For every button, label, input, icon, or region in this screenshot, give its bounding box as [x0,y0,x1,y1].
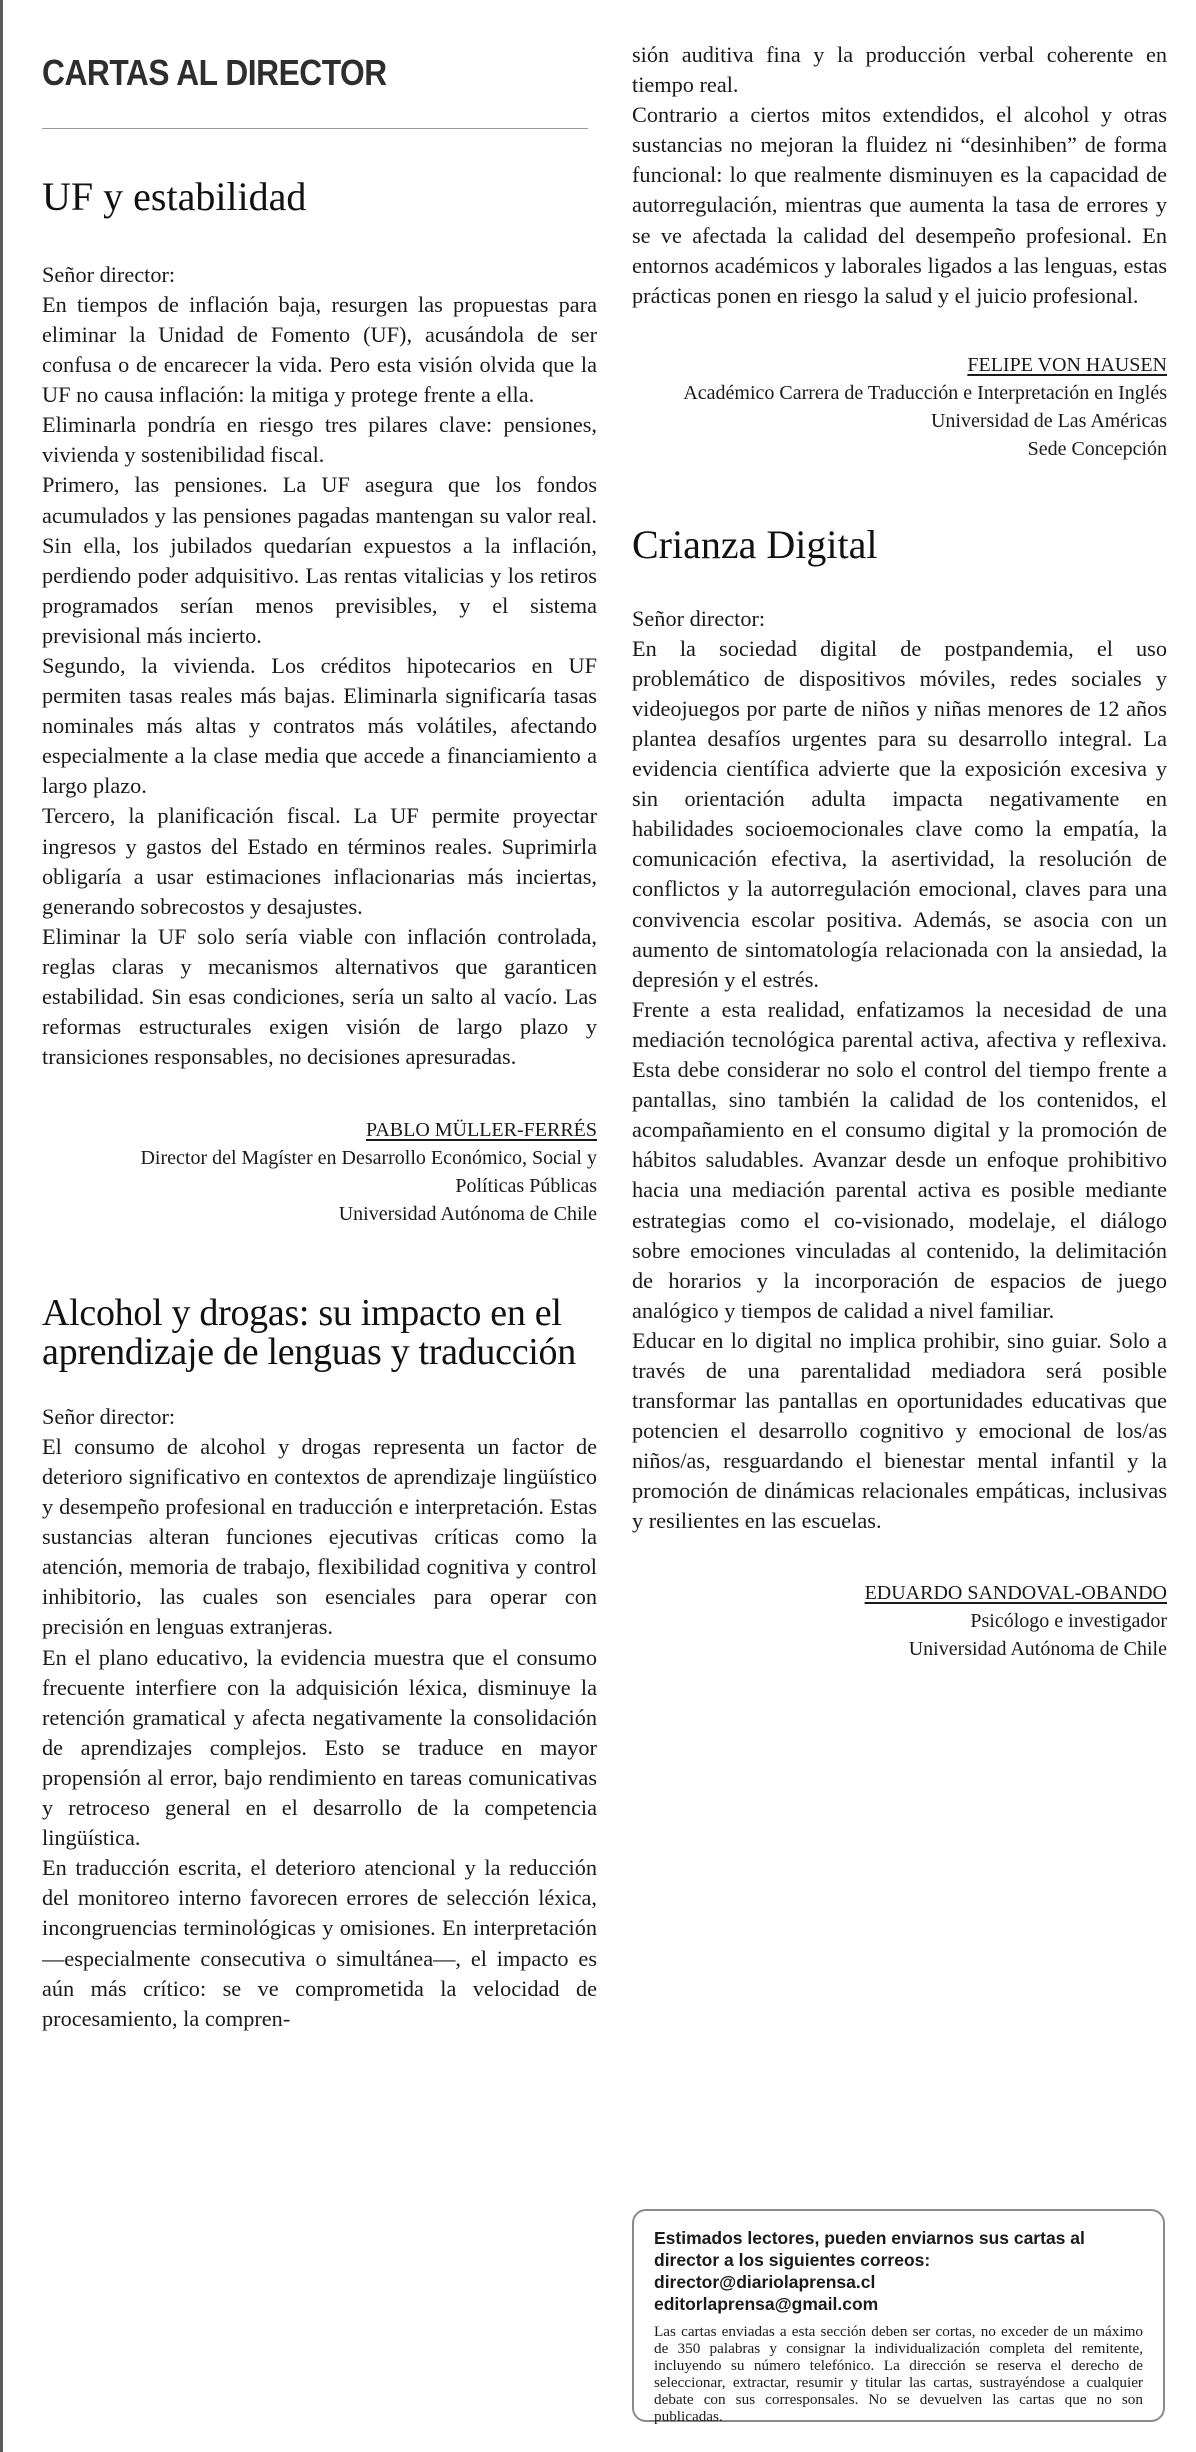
author-affiliation: Sede Concepción [1027,437,1167,460]
signature [42,1116,597,1228]
author-name: PABLO MÜLLER-FERRÉS [366,1119,597,1142]
notice-email[interactable]: editorlaprensa@gmail.com [654,2294,879,2314]
notice-heading: Estimados lectores, pueden enviarnos sus cartas al director a los siguientes correos: [654,2228,1085,2270]
letter-title: Crianza Digital [632,521,878,567]
section-divider [42,128,588,129]
notice-text: Las cartas enviadas a esta sección deben ser cortas, no exceder de un máximo de 350 palabras y consignar la individualización completa del remitente, incluyendo su número telefónico. La dirección se reserva el derecho de seleccionar, extractar, resumir y titular las cartas, sustrayéndose a cualquier debate con sus corresponsales. No se devuelven las cartas que no son publicadas. [654,2323,1143,2425]
paragraph: sión auditiva fina y la producción verbal coherente en tiempo real. [632,42,1167,98]
submission-notice-box [632,2209,1165,2425]
paragraph: Educar en lo digital no implica prohibir, sino guiar. Solo a través de una parentalidad mediadora será posible transformar las pantallas en oportunidades educativas que potencien el desarrollo cognitivo y emocional de los/as niños/as, resguardando el bienestar mental infantil y la promoción de dinámicas relacionales empáticas, inclusivas y resilientes en las escuelas. [632,1327,1167,1534]
author-affiliation: Políticas Públicas [455,1175,597,1198]
column-edge-rule [0,0,3,2452]
paragraph: En la sociedad digital de postpandemia, el uso problemático de dispositivos móviles, redes sociales y videojuegos por parte de niños y niñas menores de 12 años plantea desafíos urgentes para su desarrollo integral. La evidencia científica advierte que la exposición excesiva y sin orientación adulta impacta negativamente en habilidades socioemocionales clave como la empatía, la comunicación efectiva, la asertividad, la resolución de conflictos y la autorregulación emocional, claves para una convivencia escolar positiva. Además, se asocia con un aumento de sintomatología relacionada con la ansiedad, la depresión y el estrés. [632,635,1167,992]
section-title: CARTAS AL DIRECTOR [42,52,387,93]
paragraph: Frente a esta realidad, enfatizamos la necesidad de una mediación tecnológica parental activa, afectiva y reflexiva. Esta debe considerar no solo el control del tiempo frente a pantallas, sino también la calidad de los contenidos, el acompañamiento en el consumo digital y la promoción de hábitos saludables. Avanzar desde un enfoque prohibitivo hacia una mediación parental activa es posible mediante estrategias como el co-visionado, modelaje, el diálogo sobre emociones vinculadas al contenido, la delimitación de horarios y la incorporación de espacios de juego analógico y tiempos de calidad a nivel familiar. [632,996,1167,1323]
salutation: Señor director: [632,605,766,631]
paragraph: Segundo, la vivienda. Los créditos hipotecarios en UF permiten tasas reales más bajas. Eliminarla significaría tasas nominales más altas y contratos más volátiles, afectando especialmente a la clase media que accede a financiamiento a largo plazo. [42,653,597,799]
letter-body [632,604,1167,1537]
letter-uf [42,174,597,1228]
paragraph: En el plano educativo, la evidencia muestra que el consumo frecuente interfiere con la adquisición léxica, disminuye la retención gramatical y afecta negativamente la consolidación de aprendizajes complejos. Esto se traduce en mayor propensión al error, bajo rendimiento en tareas comunicativas y retroceso general en el desarrollo de la competencia lingüística. [42,1644,597,1851]
letter-body-continued [632,40,1167,311]
signature [632,351,1167,463]
letter-body [42,1402,597,2034]
paragraph: Contrario a ciertos mitos extendidos, el alcohol y otras sustancias no mejoran la fluidez ni “desinhiben” de forma funcional: lo que realmente disminuyen es la capacidad de autorregulación, mientras que aumenta la tasa de errores y se ve afectada la calidad del desempeño profesional. En entornos académicos y laborales ligados a las lenguas, estas prácticas ponen en riesgo la salud y el juicio profesional. [632,102,1167,308]
author-name: EDUARDO SANDOVAL-OBANDO [864,1581,1167,1604]
signature [632,1579,1167,1663]
right-column [632,0,1167,1663]
letter-crianza [632,521,1167,1663]
letter-body [42,260,597,1073]
author-name: FELIPE VON HAUSEN [967,353,1167,376]
author-affiliation: Psicólogo e investigador [970,1609,1167,1632]
salutation: Señor director: [42,1403,176,1429]
letter-title: Alcohol y drogas: su impacto en el aprendizaje de lenguas y traducción [42,1292,576,1374]
author-affiliation: Universidad Autónoma de Chile [908,1637,1167,1660]
author-affiliation: Académico Carrera de Traducción e Interpretación en Inglés [683,381,1167,404]
letter-alcohol [42,1294,597,2033]
paragraph: El consumo de alcohol y drogas representa un factor de deterioro significativo en contextos de aprendizaje lingüístico y desempeño profesional en traducción e interpretación. Estas sustancias alteran funciones ejecutivas críticas como la atención, memoria de trabajo, flexibilidad cognitiva y control inhibitorio, las cuales son esenciales para operar con precisión en lenguas extranjeras. [42,1433,597,1640]
paragraph: Tercero, la planificación fiscal. La UF permite proyectar ingresos y gastos del Estado en términos reales. Suprimirla obligaría a usar estimaciones inflacionarias más inciertas, generando sobrecostos y desajustes. [42,803,597,919]
author-affiliation: Universidad de Las Américas [930,409,1167,432]
paragraph: En traducción escrita, el deterioro atencional y la reducción del monitoreo interno favorecen errores de selección léxica, incongruencias terminológicas y omisiones. En interpretación —especialmente consecutiva o simultánea—, el impacto es aún más crítico: se ve comprometida la velocidad de procesamiento, la compren- [42,1855,597,2031]
paragraph: Eliminarla pondría en riesgo tres pilares clave: pensiones, vivienda y sostenibilidad fiscal. [42,412,597,468]
letter-title: UF y estabilidad [42,174,307,219]
salutation: Señor director: [42,261,176,287]
author-affiliation: Universidad Autónoma de Chile [338,1203,597,1226]
paragraph: Eliminar la UF solo sería viable con inflación controlada, reglas claras y mecanismos alternativos que garanticen estabilidad. Sin esas condiciones, sería un salto al vacío. Las reformas estructurales exigen visión de largo plazo y transiciones responsables, no decisiones apresuradas. [42,923,597,1070]
left-column [42,0,597,2034]
paragraph: En tiempos de inflación baja, resurgen las propuestas para eliminar la Unidad de Fomento (UF), acusándola de ser confusa o de encarecer la vida. Pero esta visión olvida que la UF no causa inflación: la mitiga y protege frente a ella. [42,291,597,408]
author-affiliation: Director del Magíster en Desarrollo Económico, Social y [140,1147,597,1170]
notice-email[interactable]: director@diariolaprensa.cl [654,2272,876,2292]
paragraph: Primero, las pensiones. La UF asegura que los fondos acumulados y las pensiones pagadas mantengan su valor real. Sin ella, los jubilados quedarían expuestos a la inflación, perdiendo poder adquisitivo. Las rentas vitalicias y los retiros programados serían menos previsibles, y el sistema previsional más incierto. [42,472,597,648]
